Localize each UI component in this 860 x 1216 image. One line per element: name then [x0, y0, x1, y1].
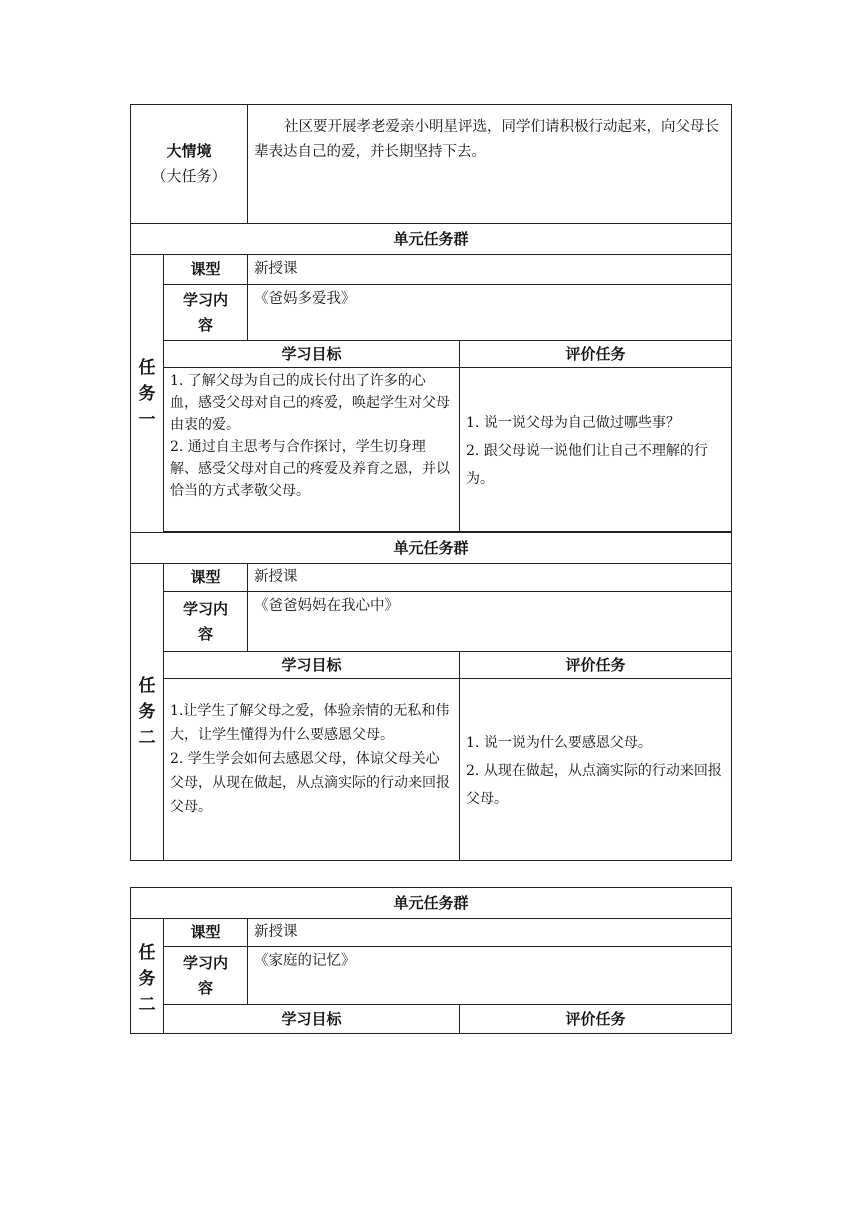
task-1-content: 《爸妈多爱我》	[248, 285, 732, 341]
eval-header: 评价任务	[460, 652, 732, 679]
eval-item: 1. 说一说为什么要感恩父母。	[466, 734, 652, 751]
goal-item: 1. 了解父母为自己的成长付出了许多的心血，感受父母对自己的疼爱，唤起学生对父母由衷的爱。	[170, 373, 450, 433]
goals-header: 学习目标	[164, 1005, 460, 1034]
task-1-goals	[164, 368, 460, 532]
task-3-label: 任 务 二	[131, 919, 164, 1034]
task-2-label: 任 务 二	[131, 564, 164, 861]
goal-item: 2. 通过自主思考与合作探讨，学生切身理解、感受父母对自己的疼爱及养育之恩，并以恰当的方式孝敬父母。	[170, 439, 450, 499]
eval-item: 1. 说一说父母为自己做过哪些事？	[466, 414, 680, 431]
task-1-label: 任 务 一	[131, 255, 164, 533]
goal-item: 1.让学生了解父母之爱，体验亲情的无私和伟大，让学生懂得为什么要感恩父母。	[170, 703, 450, 743]
eval-header: 评价任务	[460, 341, 732, 368]
course-type-label: 课型	[164, 919, 248, 947]
goals-header: 学习目标	[164, 341, 460, 368]
course-type-label: 课型	[164, 564, 248, 592]
task-2-goals	[164, 679, 460, 861]
unit-plan-table-continued	[130, 887, 732, 1034]
content-label: 学习内 容	[164, 592, 248, 652]
task-1-eval	[460, 368, 732, 532]
goals-header: 学习目标	[164, 652, 460, 679]
content-label: 学习内 容	[164, 285, 248, 341]
scenario-title: 大情境	[166, 142, 212, 160]
course-type-label: 课型	[164, 255, 248, 285]
task-2-eval	[460, 679, 732, 861]
eval-header: 评价任务	[460, 1005, 732, 1034]
scenario-text: 社区要开展孝老爱亲小明星评选，同学们请积极行动起来，向父母长辈表达自己的爱，并长期坚持下去。	[254, 119, 720, 160]
task-3-type: 新授课	[248, 919, 732, 947]
scenario-subtitle: （大任务）	[151, 167, 227, 185]
content-label: 学习内 容	[164, 947, 248, 1005]
group-title-3: 单元任务群	[131, 888, 732, 919]
eval-item: 2. 跟父母说一说他们让自己不理解的行为。	[466, 442, 708, 487]
task-1-type: 新授课	[248, 255, 732, 285]
task-3-content: 《家庭的记忆》	[248, 947, 732, 1005]
goal-item: 2. 学生学会如何去感恩父母，体谅父母关心父母，从现在做起，从点滴实际的行动来回报父母。	[170, 751, 450, 815]
scenario-text-cell	[248, 105, 732, 224]
task-2-type: 新授课	[248, 564, 732, 592]
group-title-1: 单元任务群	[131, 224, 732, 255]
eval-item: 2. 从现在做起，从点滴实际的行动来回报父母。	[466, 762, 722, 807]
unit-plan-table	[130, 104, 732, 861]
scenario-label	[131, 105, 248, 224]
task-2-content: 《爸爸妈妈在我心中》	[248, 592, 732, 652]
group-title-2: 单元任务群	[131, 533, 732, 564]
